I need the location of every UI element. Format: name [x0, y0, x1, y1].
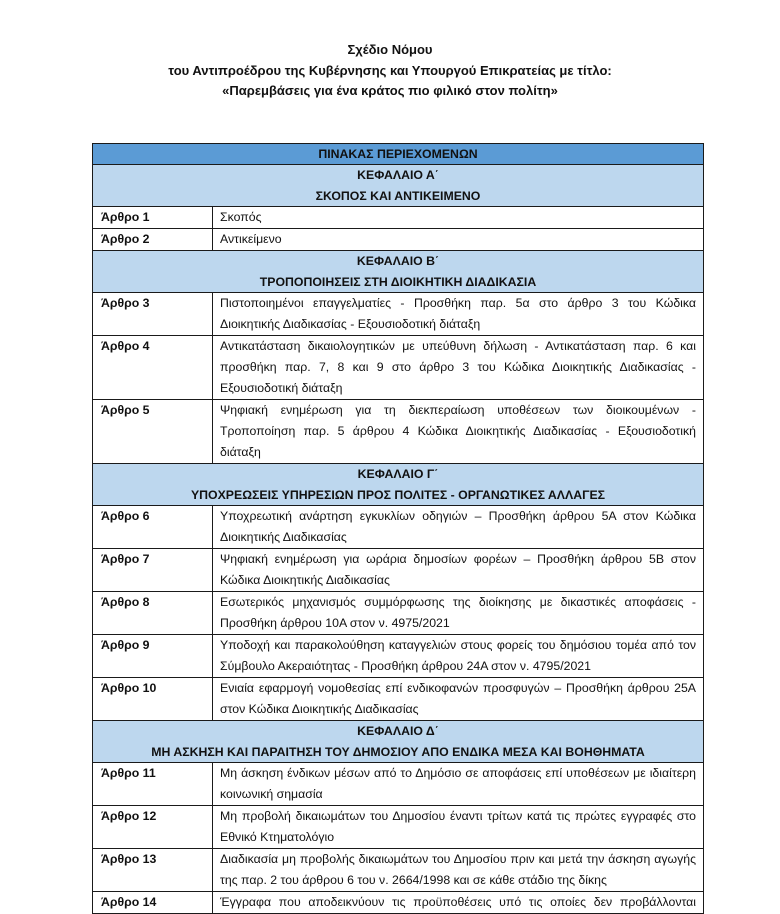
- article-number: Άρθρο 14: [93, 892, 213, 914]
- article-number: Άρθρο 1: [93, 207, 213, 229]
- article-description: Ψηφιακή ενημέρωση για ωράρια δημοσίων φορέων – Προσθήκη άρθρου 5Β στον Κώδικα Διοικητικής Διαδικασίας: [213, 549, 704, 592]
- table-row: [93, 549, 704, 592]
- table-row: [93, 207, 704, 229]
- chapter-b-header: [93, 251, 704, 293]
- article-number: Άρθρο 12: [93, 806, 213, 849]
- article-number: Άρθρο 10: [93, 678, 213, 721]
- toc-header-row: [93, 144, 704, 165]
- article-description: Μη άσκηση ένδικων μέσων από το Δημόσιο σε αποφάσεις επί υποθέσεων με ιδιαίτερη κοινωνική σημασία: [213, 763, 704, 806]
- article-number: Άρθρο 5: [93, 400, 213, 464]
- table-row: [93, 763, 704, 806]
- article-description: Υποχρεωτική ανάρτηση εγκυκλίων οδηγιών – Προσθήκη άρθρου 5Α στον Κώδικα Διοικητικής Διαδικασίας: [213, 506, 704, 549]
- chapter-heading: [93, 721, 704, 763]
- article-description: Υποδοχή και παρακολούθηση καταγγελιών στους φορείς του δημόσιου τομέα από τον Σύμβουλο Ακεραιότητας - Προσθήκη άρθρου 24Α στον ν. 4795/2021: [213, 635, 704, 678]
- chapter-label: ΚΕΦΑΛΑΙΟ Β΄: [356, 254, 440, 268]
- article-description: Ψηφιακή ενημέρωση για τη διεκπεραίωση υποθέσεων των διοικουμένων - Τροποποίηση παρ. 5 άρθρου 4 Κώδικα Διοικητικής Διαδικασίας - Εξουσιοδοτική διάταξη: [213, 400, 704, 464]
- article-number: Άρθρο 13: [93, 849, 213, 892]
- table-row: [93, 293, 704, 336]
- table-row: [93, 506, 704, 549]
- article-number: Άρθρο 7: [93, 549, 213, 592]
- chapter-d-header: [93, 721, 704, 763]
- bill-name: «Παρεμβάσεις για ένα κράτος πιο φιλικό στον πολίτη»: [222, 83, 558, 98]
- table-row: [93, 229, 704, 251]
- article-description: Διαδικασία μη προβολής δικαιωμάτων του Δημοσίου πριν και μετά την άσκηση αγωγής της παρ. 2 του άρθρου 6 του ν. 2664/1998 και σε κάθε στάδιο της δίκης: [213, 849, 704, 892]
- document-title-block: [0, 40, 780, 102]
- chapter-title: ΥΠΟΧΡΕΩΣΕΙΣ ΥΠΗΡΕΣΙΩΝ ΠΡΟΣ ΠΟΛΙΤΕΣ - ΟΡΓΑΝΩΤΙΚΕΣ ΑΛΛΑΓΕΣ: [190, 487, 606, 502]
- table-row: [93, 678, 704, 721]
- article-description: Αντικατάσταση δικαιολογητικών με υπεύθυνη δήλωση - Αντικατάσταση παρ. 6 και προσθήκη παρ. 7, 8 και 9 στο άρθρο 3 του Κώδικα Διοικητικής Διαδικασίας - Εξουσιοδοτική διάταξη: [213, 336, 704, 400]
- article-number: Άρθρο 8: [93, 592, 213, 635]
- article-description: Εσωτερικός μηχανισμός συμμόρφωσης της διοίκησης με δικαστικές αποφάσεις - Προσθήκη άρθρου 10Α στον ν. 4975/2021: [213, 592, 704, 635]
- table-of-contents: [92, 143, 704, 914]
- table-row: [93, 592, 704, 635]
- article-description: Μη προβολή δικαιωμάτων του Δημοσίου έναντι τρίτων κατά τις πρώτες εγγραφές στο Εθνικό Κτηματολόγιο: [213, 806, 704, 849]
- bill-title: Σχέδιο Νόμου: [347, 42, 433, 57]
- table-row: [93, 806, 704, 849]
- article-number: Άρθρο 11: [93, 763, 213, 806]
- table-row: [93, 849, 704, 892]
- chapter-label: ΚΕΦΑΛΑΙΟ Δ΄: [357, 724, 439, 738]
- article-description: Έγγραφα που αποδεικνύουν τις προϋποθέσεις υπό τις οποίες δεν προβάλλονται: [213, 892, 704, 914]
- article-description: Σκοπός: [213, 207, 704, 229]
- chapter-heading: [93, 165, 704, 207]
- article-description: Πιστοποιημένοι επαγγελματίες - Προσθήκη παρ. 5α στο άρθρο 3 του Κώδικα Διοικητικής Διαδικασίας - Εξουσιοδοτική διάταξη: [213, 293, 704, 336]
- table-row: [93, 635, 704, 678]
- article-number: Άρθρο 2: [93, 229, 213, 251]
- chapter-title: ΜΗ ΑΣΚΗΣΗ ΚΑΙ ΠΑΡΑΙΤΗΣΗ ΤΟΥ ΔΗΜΟΣΙΟΥ ΑΠΟ ΕΝΔΙΚΑ ΜΕΣΑ ΚΑΙ ΒΟΗΘΗΜΑΤΑ: [151, 744, 645, 759]
- article-number: Άρθρο 9: [93, 635, 213, 678]
- article-number: Άρθρο 4: [93, 336, 213, 400]
- chapter-label: ΚΕΦΑΛΑΙΟ Γ΄: [357, 467, 439, 481]
- table-row: [93, 336, 704, 400]
- table-row: [93, 892, 704, 914]
- chapter-label: ΚΕΦΑΛΑΙΟ Α΄: [357, 168, 439, 182]
- article-number: Άρθρο 3: [93, 293, 213, 336]
- chapter-title: ΤΡΟΠΟΠΟΙΗΣΕΙΣ ΣΤΗ ΔΙΟΙΚΗΤΙΚΗ ΔΙΑΔΙΚΑΣΙΑ: [259, 274, 537, 289]
- chapter-heading: [93, 464, 704, 506]
- chapter-c-header: [93, 464, 704, 506]
- article-number: Άρθρο 6: [93, 506, 213, 549]
- toc-header: ΠΙΝΑΚΑΣ ΠΕΡΙΕΧΟΜΕΝΩΝ: [93, 144, 704, 165]
- article-description: Ενιαία εφαρμογή νομοθεσίας επί ενδικοφανών προσφυγών – Προσθήκη άρθρου 25Α στον Κώδικα Διοικητικής Διαδικασίας: [213, 678, 704, 721]
- table-row: [93, 400, 704, 464]
- chapter-title: ΣΚΟΠΟΣ ΚΑΙ ΑΝΤΙΚΕΙΜΕΝΟ: [315, 188, 481, 203]
- bill-sponsor: του Αντιπροέδρου της Κυβέρνησης και Υπουργού Επικρατείας με τίτλο:: [168, 62, 612, 78]
- chapter-a-header: [93, 165, 704, 207]
- article-description: Αντικείμενο: [213, 229, 704, 251]
- chapter-heading: [93, 251, 704, 293]
